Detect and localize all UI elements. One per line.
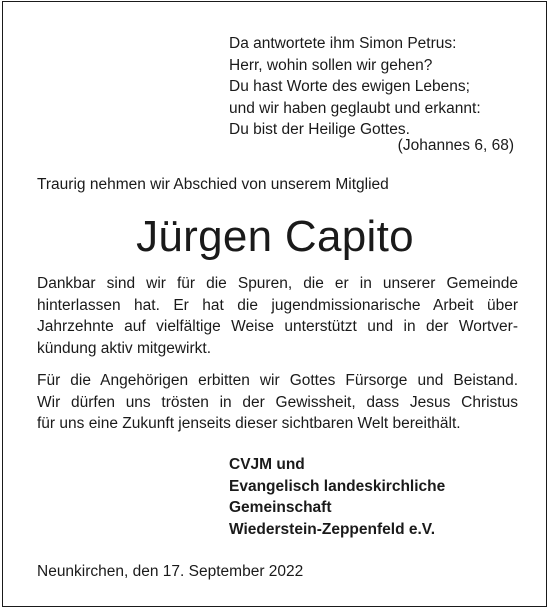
signature-line: CVJM und: [229, 456, 305, 473]
verse-reference: (Johannes 6, 68): [397, 137, 514, 154]
paragraph-line: hinterlassen hat. Er hat die jugendmissionarische Arbeit über: [37, 296, 518, 314]
deceased-name: Jürgen Capito: [136, 212, 414, 261]
gratitude-paragraph: [37, 273, 518, 359]
paragraph-line: kündung aktiv mitgewirkt.: [37, 339, 212, 357]
signature-line: Wiederstein-Zeppenfeld e.V.: [229, 520, 436, 538]
verse-line: Du hast Worte des ewigen Lebens;: [229, 78, 470, 95]
paragraph-line: für uns eine Zukunft jenseits dieser sichtbaren Welt bereithält.: [37, 415, 461, 433]
verse-line: und wir haben geglaubt und erkannt:: [229, 99, 481, 117]
condolence-paragraph: [37, 370, 518, 435]
verse-line: Herr, wohin sollen wir gehen?: [229, 56, 433, 74]
paragraph-line: Wir dürfen uns trösten in der Gewissheit, dass Jesus Christus: [37, 393, 518, 411]
signature-block: [229, 454, 445, 540]
paragraph-line: Jahrzehnte auf vielfältige Weise unterstützt und in der Wortver-: [37, 318, 518, 336]
paragraph-line: Dankbar sind wir für die Spuren, die er in unserer Gemeinde: [37, 275, 518, 292]
place-and-date: Neunkirchen, den 17. September 2022: [37, 563, 304, 580]
verse-line: Du bist der Heilige Gottes.: [229, 121, 410, 138]
verse-line: Da antwortete ihm Simon Petrus:: [229, 35, 457, 52]
bible-verse: [229, 33, 519, 141]
intro-text: Traurig nehmen wir Abschied von unserem Mitglied: [37, 176, 389, 193]
signature-line: Gemeinschaft: [229, 499, 332, 516]
paragraph-line: Für die Angehörigen erbitten wir Gottes Fürsorge und Beistand.: [37, 372, 518, 389]
signature-line: Evangelisch landeskirchliche: [229, 477, 446, 495]
